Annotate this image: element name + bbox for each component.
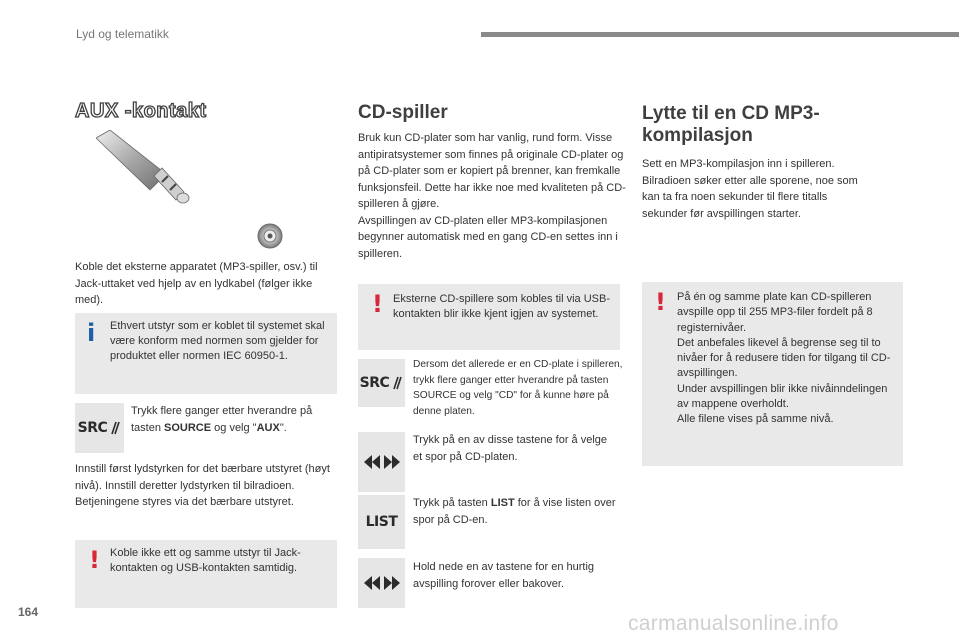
list-key	[358, 495, 405, 549]
jack-plug-illustration	[96, 130, 291, 250]
src-key-cd	[358, 359, 405, 407]
section-header: Lyd og telematikk	[76, 27, 169, 41]
cd-warning-text: Eksterne CD-spillere som kobles til via USB-kontakten blir ikke kjent igjen av systemet.	[393, 293, 611, 320]
aux-warning-text: Koble ikke ett og samme utstyr til Jack-kontakten og USB-kontakten samtidig.	[110, 547, 301, 574]
cd-source-step: Dersom det allerede er en CD-plate i spilleren, trykk flere ganger etter hverandre på tasten SOURCE og velg "CD" for å kunne høre på denne platen.	[413, 359, 623, 417]
slash-icon	[391, 376, 403, 390]
mp3-title: Lytte til en CD MP3-kompilasjon	[642, 103, 820, 146]
slash-icon	[109, 421, 121, 435]
src-key-label: SRC	[359, 375, 390, 391]
aux-intro: Koble det eksterne apparatet (MP3-spiller, osv.) til Jack-uttaket ved hjelp av en lydkabel (følger ikke med).	[75, 261, 318, 306]
warning-icon: !	[655, 288, 666, 316]
watermark: carmanualsonline.info	[628, 612, 839, 635]
list-key-label: LIST	[365, 514, 398, 530]
cd-list-suffix: for å vise listen over spor på CD-en.	[413, 497, 616, 526]
warning-icon: !	[89, 546, 100, 574]
aux-step-suffix: ".	[279, 421, 287, 434]
cd-track-step: Trykk på en av disse tastene for å velge et spor på CD-platen.	[413, 434, 608, 463]
cd-list-prefix: Trykk på tasten	[413, 497, 491, 509]
header-bar	[481, 32, 959, 37]
aux-step-mid: og velg "	[211, 421, 257, 434]
cd-body: Bruk kun CD-plater som har vanlig, rund form. Visse antipiratsystemer som finnes på originale CD-plater og på CD-plater som er kopiert på brenner, kan fremkalle funksjonsfeil. Dette har ikke noe med kvaliteten på CD-spilleren å gjøre. Avspillingen av CD-platen eller MP3-kompilasjonen begynner automatisk med en gang CD-en settes inn i spilleren.	[358, 132, 626, 260]
fast-keys	[358, 558, 405, 608]
page-number: 164	[18, 605, 39, 619]
cd-fast-step: Hold nede en av tastene for en hurtig avspilling forover eller bakover.	[413, 561, 595, 590]
cd-warning-box	[358, 284, 620, 350]
cd-list-key: LIST	[490, 497, 515, 509]
cd-list-step	[413, 495, 623, 528]
track-arrows-icon	[364, 576, 400, 590]
aux-volume-text: Innstill først lydstyrken for det bærbare utstyret (høyt nivå). Innstill deretter lydstyrken til bilradioen. Betjeningene styres via det bærbare utstyret.	[75, 463, 330, 508]
warning-icon: !	[372, 290, 383, 318]
track-arrows-icon	[364, 455, 400, 469]
src-key-label: SRC	[77, 420, 108, 436]
aux-info-box	[75, 313, 337, 394]
aux-info-text: Ethvert utstyr som er koblet til systemet skal være konform med normen som gjelder for produktet eller normen IEC 60950-1.	[110, 320, 325, 362]
aux-step	[131, 403, 339, 436]
src-key-aux	[75, 403, 124, 453]
mp3-warning-box	[642, 282, 903, 466]
info-icon: i	[87, 319, 96, 347]
aux-step-prefix: Trykk flere ganger etter hverandre på tasten	[131, 405, 313, 434]
aux-warning-box	[75, 540, 337, 608]
cd-title: CD-spiller	[358, 102, 448, 123]
mp3-warning-text: På én og samme plate kan CD-spilleren avspille opp til 255 MP3-filer fordelt på 8 registernivåer. Det anbefales likevel å begrense seg til to nivåer for å redusere tiden for tilgang til CD-avspillingen. Under avspillingen blir ikke nivåinndelingen av mappene overholdt. Alle filene vises på samme nivå.	[677, 291, 891, 426]
aux-title: AUX -kontakt	[75, 100, 207, 122]
aux-step-aux: AUX	[256, 421, 280, 434]
mp3-body: Sett en MP3-kompilasjon inn i spilleren. Bilradioen søker etter alle sporene, noe som kan ta fra noen sekunder til flere titalls sekunder før avspillingen starter.	[642, 158, 858, 220]
track-keys	[358, 432, 405, 492]
aux-step-source: SOURCE	[164, 421, 212, 434]
